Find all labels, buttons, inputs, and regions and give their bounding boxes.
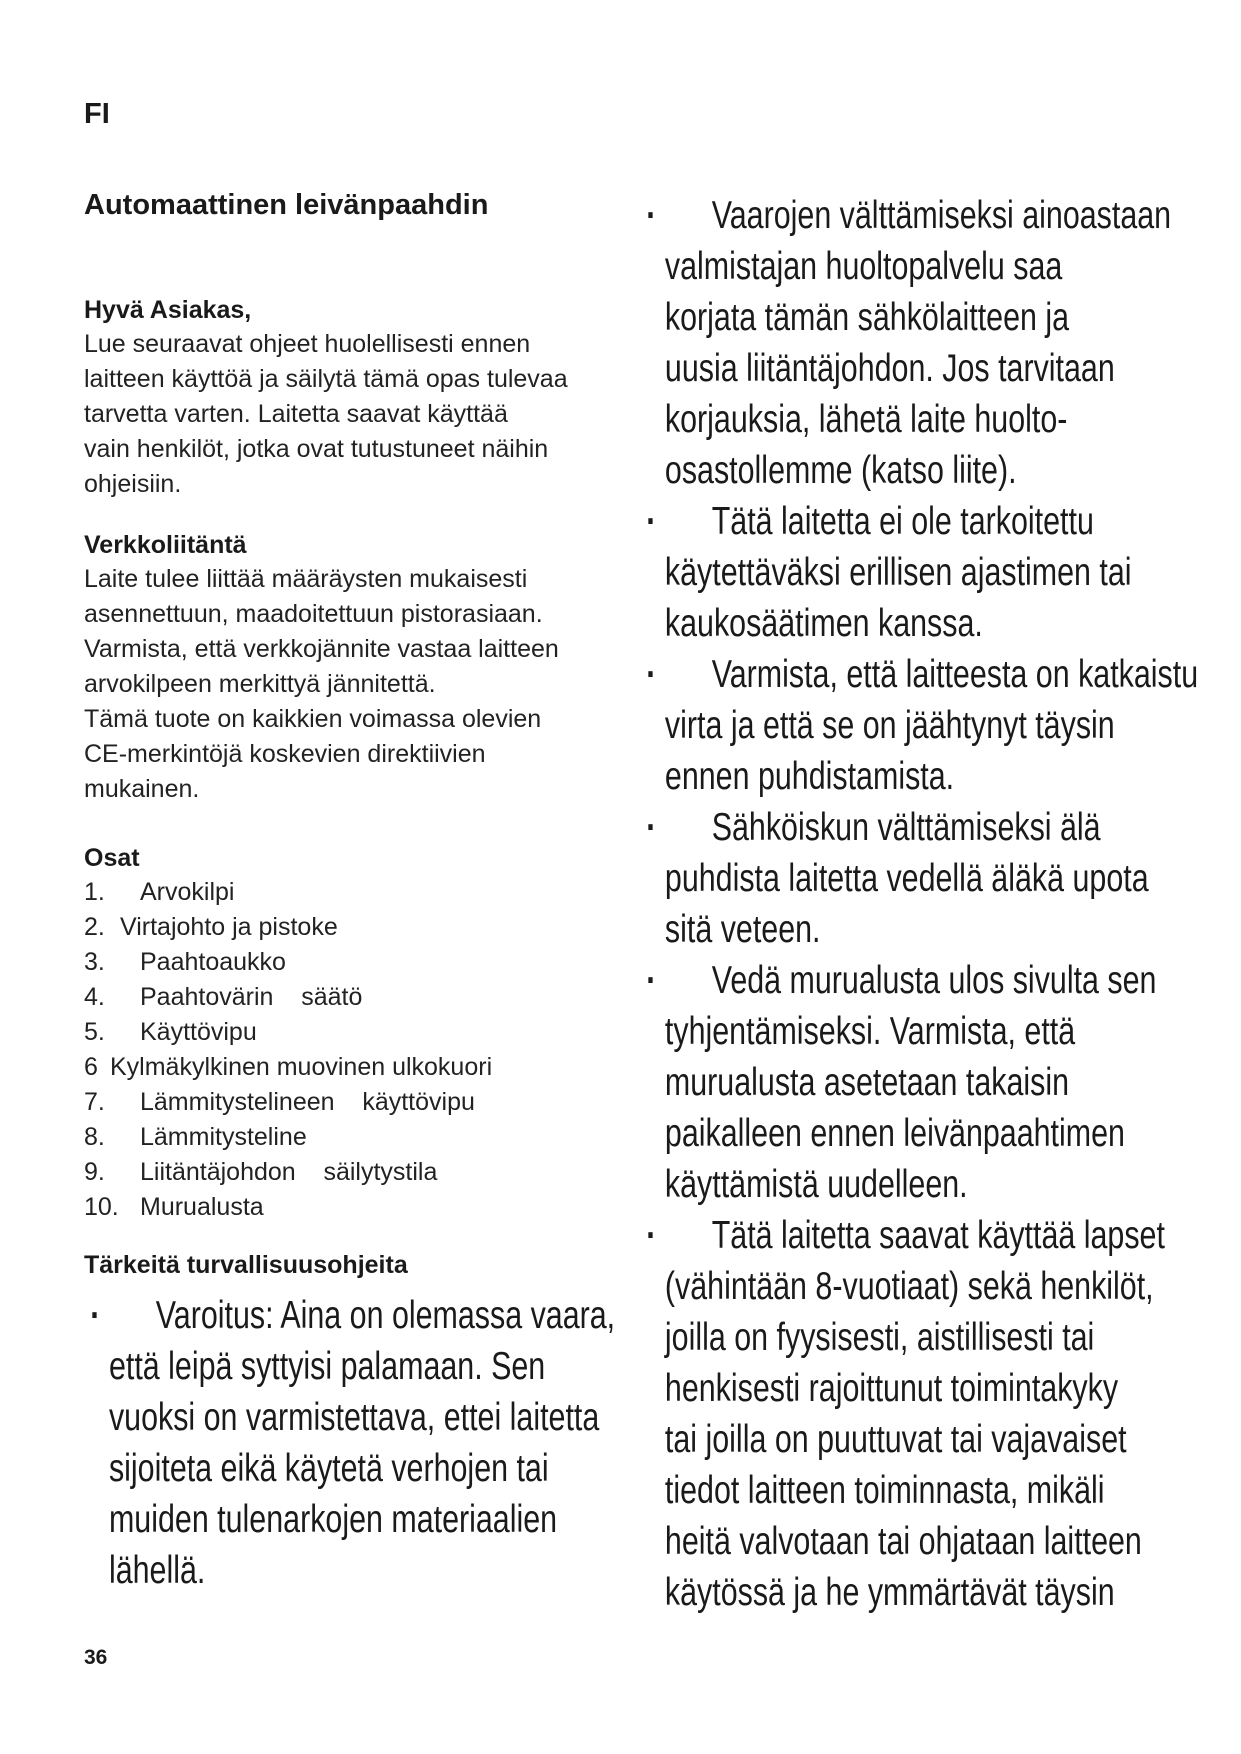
text-line: vain henkilöt, jotka ovat tutustuneet näihin	[84, 435, 549, 463]
list-item	[84, 1120, 624, 1155]
item-number: 3.	[84, 948, 105, 976]
list-item	[84, 1085, 624, 1120]
left-column	[84, 188, 624, 1596]
network-text	[84, 562, 624, 807]
list-item	[84, 1015, 624, 1050]
bullet-icon: ·	[646, 959, 657, 1002]
text-line: kaukosäätimen kanssa.	[664, 602, 983, 645]
item-label: Arvokilpi	[140, 878, 235, 906]
text-line: mukainen.	[84, 775, 200, 803]
item-number: 6	[84, 1053, 98, 1081]
bullet-icon: ·	[646, 1214, 657, 1257]
list-item	[646, 190, 1200, 496]
bullet-icon: ·	[646, 194, 657, 237]
text-line: korjauksia, lähetä laite huolto-	[664, 398, 1068, 441]
list-item	[84, 945, 624, 980]
list-item	[646, 955, 1200, 1210]
item-label: Murualusta	[140, 1193, 264, 1221]
text-line: käytössä ja he ymmärtävät täysin	[664, 1571, 1115, 1614]
text-line: käytettäväksi erillisen ajastimen tai	[664, 551, 1132, 594]
text-line: henkisesti rajoittunut toimintakyky	[664, 1367, 1119, 1410]
text-line: Tätä laitetta ei ole tarkoitettu	[711, 500, 1094, 543]
list-item	[84, 1190, 624, 1225]
text-line: Lue seuraavat ohjeet huolellisesti ennen	[84, 330, 531, 358]
text-line: sijoiteta eikä käytetä verhojen tai	[108, 1447, 549, 1490]
text-line: vuoksi on varmistettava, ettei laitetta	[108, 1396, 600, 1439]
safety-section	[84, 1248, 624, 1596]
text-line: Varoitus: Aina on olemassa vaara,	[155, 1294, 616, 1337]
item-label: Kylmäkylkinen muovinen ulkokuori	[110, 1053, 493, 1081]
list-item	[646, 1210, 1200, 1618]
page-title: Automaattinen leivänpaahdin	[84, 189, 489, 221]
bullet-icon: ·	[646, 806, 657, 849]
text-line: uusia liitäntäjohdon. Jos tarvitaan	[664, 347, 1115, 390]
parts-list	[84, 875, 624, 1225]
safety-heading: Tärkeitä turvallisuusohjeita	[84, 1251, 408, 1279]
parts-section	[84, 841, 624, 1225]
item-number: 1.	[84, 878, 105, 906]
text-line: Vedä murualusta ulos sivulta sen	[711, 959, 1157, 1002]
item-label: Käyttövipu	[140, 1018, 257, 1046]
text-line: tarvetta varten. Laitetta saavat käyttää	[84, 400, 508, 428]
text-line: tyhjentämiseksi. Varmista, että	[664, 1010, 1076, 1053]
text-line: virta ja että se on jäähtynyt täysin	[664, 704, 1115, 747]
text-line: ennen puhdistamista.	[664, 755, 955, 798]
text-line: osastollemme (katso liite).	[664, 449, 1017, 492]
text-line: heitä valvotaan tai ohjataan laitteen	[664, 1520, 1142, 1563]
text-line: muiden tulenarkojen materiaalien	[108, 1498, 558, 1541]
text-line: puhdista laitetta vedellä äläkä upota	[664, 857, 1149, 900]
list-item	[646, 649, 1200, 802]
greeting-heading: Hyvä Asiakas,	[84, 296, 252, 324]
text-line: sitä veteen.	[664, 908, 821, 951]
item-number: 9.	[84, 1158, 105, 1186]
parts-heading: Osat	[84, 844, 140, 872]
bullet-icon: ·	[90, 1294, 101, 1337]
list-item	[646, 496, 1200, 649]
text-line: käyttämistä uudelleen.	[664, 1163, 968, 1206]
list-item	[84, 1050, 624, 1085]
text-line: tiedot laitteen toiminnasta, mikäli	[664, 1469, 1105, 1512]
text-line: asennettuun, maadoitettuun pistorasiaan.	[84, 600, 543, 628]
text-line: lähellä.	[108, 1549, 206, 1592]
item-label: Lämmitystelineen käyttövipu	[140, 1088, 475, 1116]
text-line: paikalleen ennen leivänpaahtimen	[664, 1112, 1125, 1155]
list-item	[84, 910, 624, 945]
list-item	[84, 1290, 630, 1596]
item-number: 4.	[84, 983, 105, 1011]
text-line: että leipä syttyisi palamaan. Sen	[108, 1345, 546, 1388]
list-item	[84, 1155, 624, 1190]
item-label: Virtajohto ja pistoke	[120, 913, 338, 941]
text-line: Sähköiskun välttämiseksi älä	[711, 806, 1101, 849]
item-number: 8.	[84, 1123, 105, 1151]
text-line: (vähintään 8-vuotiaat) sekä henkilöt,	[664, 1265, 1154, 1308]
text-line: Laite tulee liittää määräysten mukaisesti	[84, 565, 528, 593]
text-line: Tämä tuote on kaikkien voimassa olevien	[84, 705, 542, 733]
text-line: murualusta asetetaan takaisin	[664, 1061, 1070, 1104]
language-code: FI	[84, 98, 110, 130]
item-number: 7.	[84, 1088, 105, 1116]
text-line: laitteen käyttöä ja säilytä tämä opas tulevaa	[84, 365, 568, 393]
text-line: Tätä laitetta saavat käyttää lapset	[711, 1214, 1165, 1257]
safety-list-left	[84, 1290, 630, 1596]
item-number: 2.	[84, 913, 105, 941]
item-number: 5.	[84, 1018, 105, 1046]
text-line: arvokilpeen merkittyä jännitettä.	[84, 670, 436, 698]
network-heading: Verkkoliitäntä	[84, 531, 247, 559]
list-item	[84, 980, 624, 1015]
item-label: Paahtovärin säätö	[140, 983, 363, 1011]
item-label: Paahtoaukko	[140, 948, 286, 976]
text-line: CE-merkintöjä koskevien direktiivien	[84, 740, 486, 768]
network-section	[84, 528, 624, 807]
item-number: 10.	[84, 1193, 119, 1221]
item-label: Liitäntäjohdon säilytystila	[140, 1158, 438, 1186]
item-label: Lämmitysteline	[140, 1123, 307, 1151]
list-item	[84, 875, 624, 910]
text-line: korjata tämän sähkölaitteen ja	[664, 296, 1070, 339]
bullet-icon: ·	[646, 500, 657, 543]
text-line: tai joilla on puuttuvat tai vajavaiset	[664, 1418, 1127, 1461]
text-line: joilla on fyysisesti, aistillisesti tai	[664, 1316, 1095, 1359]
greeting-text	[84, 327, 624, 502]
bullet-icon: ·	[646, 653, 657, 696]
right-column	[646, 190, 1199, 1618]
text-line: valmistajan huoltopalvelu saa	[664, 245, 1063, 288]
text-line: Varmista, että laitteesta on katkaistu	[711, 653, 1199, 696]
text-line: ohjeisiin.	[84, 470, 182, 498]
page-number: 36	[84, 1646, 108, 1669]
greeting-section	[84, 293, 624, 502]
list-item	[646, 802, 1200, 955]
text-line: Varmista, että verkkojännite vastaa laitteen	[84, 635, 559, 663]
safety-list-right	[646, 190, 1200, 1618]
text-line: Vaarojen välttämiseksi ainoastaan	[711, 194, 1172, 237]
